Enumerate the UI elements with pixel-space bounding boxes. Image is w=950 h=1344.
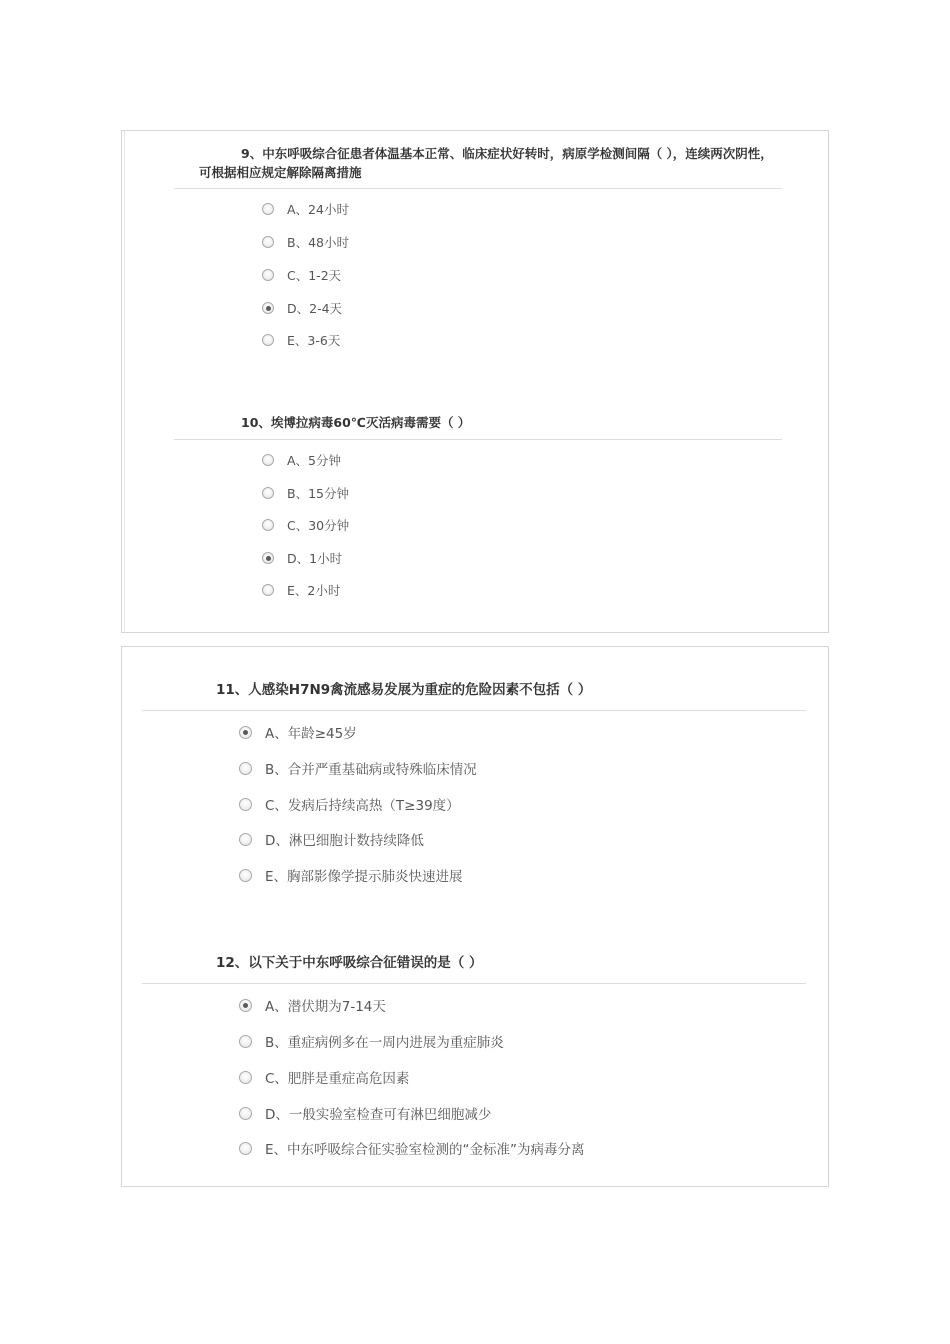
radio-button-checked-icon[interactable] — [239, 726, 252, 739]
option-11-a[interactable] — [239, 722, 357, 742]
option-label: A、年龄≥45岁 — [265, 726, 357, 742]
option-label: D、一般实验室检查可有淋巴细胞减少 — [265, 1107, 492, 1123]
option-label: D、淋巴细胞计数持续降低 — [265, 833, 424, 849]
question-9 — [199, 144, 779, 182]
option-11-d[interactable] — [239, 829, 424, 849]
question-11 — [216, 681, 591, 700]
option-label: A、潜伏期为7-14天 — [265, 999, 386, 1015]
question-text: 人感染H7N9禽流感易发展为重症的危险因素不包括（ ） — [248, 682, 592, 698]
radio-button-icon[interactable] — [239, 1142, 252, 1155]
option-label: E、中东呼吸综合征实验室检测的“金标准”为病毒分离 — [265, 1142, 585, 1158]
radio-button-icon[interactable] — [239, 798, 252, 811]
question-number: 11、 — [216, 682, 249, 698]
option-10-d[interactable] — [262, 548, 342, 568]
option-9-b[interactable] — [262, 232, 349, 252]
option-10-a[interactable] — [262, 450, 341, 470]
question-divider — [174, 188, 782, 189]
option-12-a[interactable] — [239, 995, 386, 1015]
option-label: C、发病后持续高热（T≥39度） — [265, 798, 460, 814]
option-11-e[interactable] — [239, 865, 463, 885]
radio-button-icon[interactable] — [262, 269, 274, 281]
option-12-e[interactable] — [239, 1138, 585, 1158]
quiz-panel-bottom — [121, 646, 829, 1187]
option-9-c[interactable] — [262, 265, 341, 285]
radio-button-icon[interactable] — [239, 1071, 252, 1084]
question-10 — [241, 413, 470, 432]
question-divider — [174, 439, 782, 440]
radio-button-icon[interactable] — [239, 1035, 252, 1048]
option-12-c[interactable] — [239, 1067, 409, 1087]
option-11-b[interactable] — [239, 758, 477, 778]
radio-button-checked-icon[interactable] — [262, 552, 274, 564]
radio-button-icon[interactable] — [262, 236, 274, 248]
option-12-d[interactable] — [239, 1103, 491, 1123]
option-10-c[interactable] — [262, 515, 349, 535]
question-text: 中东呼吸综合征患者体温基本正常、临床症状好转时，病原学检测间隔（ ），连续两次阴性，可根据相应规定解除隔离措施 — [199, 146, 773, 180]
radio-button-icon[interactable] — [239, 833, 252, 846]
question-text: 以下关于中东呼吸综合征错误的是（ ） — [248, 955, 483, 971]
option-label: C、1-2天 — [287, 268, 342, 283]
option-9-a[interactable] — [262, 199, 349, 219]
radio-button-icon[interactable] — [262, 519, 274, 531]
quiz-panel-top — [121, 130, 829, 633]
radio-button-icon[interactable] — [262, 203, 274, 215]
option-12-b[interactable] — [239, 1031, 504, 1051]
option-label: A、24小时 — [287, 202, 349, 217]
radio-button-icon[interactable] — [262, 584, 274, 596]
question-divider — [142, 983, 806, 984]
option-10-e[interactable] — [262, 580, 340, 600]
radio-button-icon[interactable] — [239, 762, 252, 775]
option-label: B、合并严重基础病或特殊临床情况 — [265, 762, 477, 778]
question-text: 埃博拉病毒60℃灭活病毒需要（ ） — [270, 415, 471, 430]
question-divider — [142, 710, 806, 711]
question-number: 9、 — [241, 146, 263, 161]
question-12 — [216, 954, 483, 973]
radio-button-icon[interactable] — [262, 334, 274, 346]
option-label: C、30分钟 — [287, 518, 350, 533]
option-label: D、2-4天 — [287, 301, 343, 316]
radio-button-icon[interactable] — [262, 454, 274, 466]
option-label: B、48小时 — [287, 235, 349, 250]
radio-button-checked-icon[interactable] — [239, 999, 252, 1012]
option-10-b[interactable] — [262, 483, 349, 503]
radio-button-icon[interactable] — [239, 869, 252, 882]
radio-button-icon[interactable] — [239, 1107, 252, 1120]
option-label: B、15分钟 — [287, 486, 349, 501]
option-label: C、肥胖是重症高危因素 — [265, 1071, 410, 1087]
option-label: E、3-6天 — [287, 333, 341, 348]
option-label: B、重症病例多在一周内进展为重症肺炎 — [265, 1035, 504, 1051]
question-number: 12、 — [216, 955, 249, 971]
option-9-e[interactable] — [262, 330, 340, 350]
option-label: E、2小时 — [287, 583, 341, 598]
option-label: D、1小时 — [287, 551, 343, 566]
option-label: A、5分钟 — [287, 453, 342, 468]
question-number: 10、 — [241, 415, 271, 430]
option-label: E、胸部影像学提示肺炎快速进展 — [265, 869, 463, 885]
radio-button-icon[interactable] — [262, 487, 274, 499]
option-9-d[interactable] — [262, 298, 342, 318]
radio-button-checked-icon[interactable] — [262, 302, 274, 314]
option-11-c[interactable] — [239, 794, 460, 814]
